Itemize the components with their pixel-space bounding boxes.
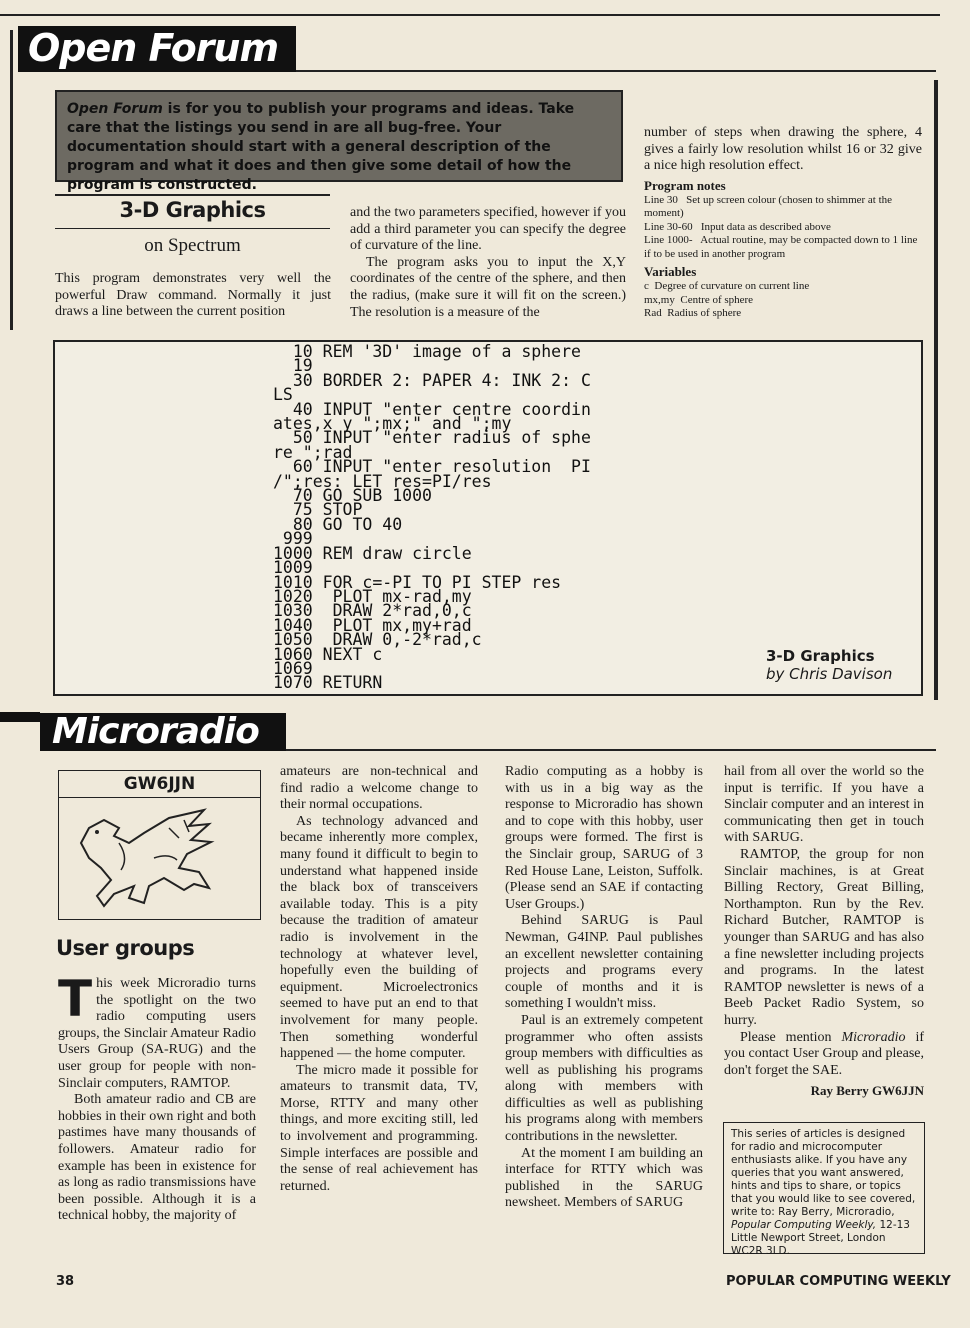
- microradio-col4-p3: [724, 1030, 924, 1080]
- program-note: [644, 194, 922, 221]
- article-col3: [644, 125, 922, 321]
- col4-p3-b: if you contact User Group and please, don't forget the SAE.: [724, 1029, 924, 1078]
- microradio-col1-p2: Both amateur radio and CB are hobbies in their own right and both pastimes have many thousands of followers. Amateur radio for example has been in existence for as long as radio transmissions have been possible. Although it is a technical hobby, the majority of: [58, 1092, 256, 1224]
- microradio-col2: [280, 764, 478, 1195]
- program-listing: 10 REM '3D' image of a sphere 19 30 BORDER 2: PAPER 4: INK 2: C LS 40 INPUT "enter centre coordin ates,x y ";mx;" and ";my 50 INPUT "enter radius of sphe re ";rad 60 INPUT "enter resolution PI /";res: LET res=PI/res 70 GO SUB 1000 75 STOP 80 GO TO 40 999 1000 REM draw circle 1009 1010 FOR c=-PI TO PI STEP res 1020 PLOT mx-rad,my 1030 DRAW 2*rad,0,c 1040 PLOT mx,my+rad 1050 DRAW 0,-2*rad,c 1060 NEXT c 1069 1070 RETURN: [273, 342, 591, 693]
- note-value: Set up screen colour (chosen to shimmer at the moment): [644, 193, 893, 220]
- variable-row: [644, 280, 922, 294]
- intro-text: is for you to publish your programs and ideas. Take care that the listings you send in are all bug-free. Your documentation should start with a general description of the program and what it does and then give some detail of how the program is constructed.: [67, 101, 575, 193]
- welsh-dragon-icon: [59, 798, 259, 918]
- article-col2-p2: The program asks you to input the X,Y coordinates of the centre of the sphere, and then the radius, (make sure it will fit on the screen.) The resolution is a measure of the: [350, 254, 626, 320]
- banner-rule: [296, 70, 936, 72]
- microradio-col3-p1: Radio computing as a hobby is with us in a big way as the response to Microradio has shown and to cope with this hobby, user groups were formed. The first is the Sinclair group, SARUG of 3 Red House Lane, Leiston, Suffolk. (Please send an SAE if contacting User Groups.): [505, 764, 703, 912]
- var-value: Degree of curvature on current line: [654, 280, 810, 293]
- microradio-rule: [286, 749, 936, 751]
- top-rule: [0, 14, 940, 16]
- article-col2: [350, 205, 626, 321]
- contact-info-box: [723, 1122, 925, 1257]
- variable-row: [644, 294, 922, 308]
- open-forum-intro-box: [55, 90, 623, 193]
- var-key: Rad: [644, 307, 662, 320]
- microradio-col1-p1: his week Microradio turns the spotlight on the two radio computing users groups, the Sinclair Amateur Radio Users Group (SA-RUG) and the user group for people with non-Sinclair computers, RAMTOP.: [58, 976, 256, 1091]
- program-note: [644, 234, 922, 261]
- microradio-col1: [58, 970, 256, 1225]
- microradio-bar-left: [0, 712, 40, 722]
- article-col1: This program demonstrates very well the powerful Draw command. Normally it just draws a line between the current position: [55, 271, 331, 320]
- article-subtitle: on Spectrum: [144, 235, 241, 256]
- info-text-a: This series of articles is designed for radio and microcomputer enthusiasts alike. If you have any queries that you want answered, hints and tips to share, or topics that you would like to see covered, write to: Ray Berry, Microradio,: [731, 1128, 916, 1218]
- article-col3-text: number of steps when drawing the sphere, 4 gives a fairly low resolution whilst 16 or 32 give a nice high resolution effect.: [644, 125, 922, 174]
- variable-row: [644, 307, 922, 321]
- info-text-italic: Popular Computing Weekly,: [731, 1219, 877, 1231]
- microradio-col4: [724, 764, 924, 1100]
- microradio-col4-p1: hail from all over the world so the input is terrific. If you have a Sinclair computer and an interest in communicating then get in touch with SARUG.: [724, 764, 924, 846]
- microradio-col2-p2: As technology advanced and became inherently more complex, many found it difficult to begin to understand what happened inside the black box of transceivers available today. This is a pity because the tradition of amateur radio is involvement in the technology at whatever level, hopefully even the building of equipment. Microelectronics seemed to have put an end to that involvement for many people. Then something wonderful happened — the home computer.: [280, 813, 478, 1062]
- microradio-banner: Microradio: [40, 713, 286, 751]
- callsign-label: GW6JJN: [59, 771, 260, 798]
- variables-list: [644, 280, 922, 321]
- var-key: mx,my: [644, 293, 675, 306]
- title-rule-top: [55, 194, 330, 196]
- author-signature: Ray Berry GW6JJN: [810, 1083, 924, 1099]
- right-margin-bar: [934, 80, 938, 700]
- variables-title: Variables: [644, 264, 697, 280]
- note-value: Input data as described above: [700, 220, 831, 233]
- open-forum-banner: Open Forum: [18, 26, 296, 72]
- program-notes-title: Program notes: [644, 177, 726, 193]
- microradio-col3: [505, 764, 703, 1212]
- page-number: 38: [56, 1274, 75, 1289]
- var-key: c: [644, 280, 649, 293]
- title-rule-mid: [55, 228, 330, 229]
- var-value: Centre of sphere: [680, 293, 754, 306]
- left-margin-bar: [10, 30, 13, 330]
- microradio-col2-p3: The micro made it possible for amateurs to transmit data, TV, Morse, RTTY and many other things, and more exciting still, led to involvement and programming. Simple interfaces are possible and the sense of real achievement has returned.: [280, 1062, 478, 1194]
- note-key: Line 30: [644, 193, 678, 206]
- note-key: Line 30-60: [644, 220, 693, 233]
- program-note: [644, 221, 922, 235]
- drop-cap: T: [58, 970, 93, 1028]
- program-notes-list: [644, 194, 922, 262]
- microradio-col4-p2: RAMTOP, the group for non Sinclair machines, is at Great Billing Rectory, Great Billing, Northampton. Run by the Rev. Richard Butcher, RAMTOP is younger than SARUG and has also a fine newsletter including projects and programs. In the latest RAMTOP newsletter is news of a Beeb Packet Radio System, so hurry.: [724, 846, 924, 1028]
- var-value: Radius of sphere: [667, 307, 742, 320]
- listing-credit-title: 3-D Graphics: [766, 647, 875, 665]
- section-heading: User groups: [56, 936, 195, 960]
- microradio-col2-p1: amateurs are non-technical and find radio a welcome change to their normal occupations.: [280, 764, 478, 813]
- listing-credit-author: by Chris Davison: [766, 665, 893, 683]
- col4-p3-a: Please mention: [740, 1029, 842, 1045]
- magazine-name: POPULAR COMPUTING WEEKLY: [726, 1274, 951, 1289]
- note-key: Line 1000-: [644, 234, 693, 247]
- col4-p3-italic: Microradio: [841, 1029, 906, 1045]
- intro-lead: Open Forum: [67, 101, 163, 117]
- logo-box: [58, 770, 261, 920]
- article-col2-p1: and the two parameters specified, however if you add a third parameter you can specify the degree of curvature of the line.: [350, 205, 627, 254]
- note-value: Actual routine, may be compacted down to 1 line if to be used in another program: [644, 234, 918, 260]
- article-title: 3-D Graphics: [119, 198, 266, 222]
- info-text-b: 12-13 Little Newport Street, London WC2R 3LD.: [731, 1219, 910, 1257]
- microradio-col3-p2: Behind SARUG is Paul Newman, G4INP. Paul publishes an excellent newsletter containing projects and programs every couple of months and it is something I wouldn't miss.: [505, 913, 703, 1012]
- microradio-col3-p4: At the moment I am building an interface for RTTY which was published in the SARUG newsheet. Members of SARUG: [505, 1145, 703, 1211]
- microradio-col3-p3: Paul is an extremely competent programmer who often assists group members with difficulties as well as publishing his programs along with members with difficulties as well as publishing his programs along with members contributions in the newsletter.: [505, 1012, 703, 1145]
